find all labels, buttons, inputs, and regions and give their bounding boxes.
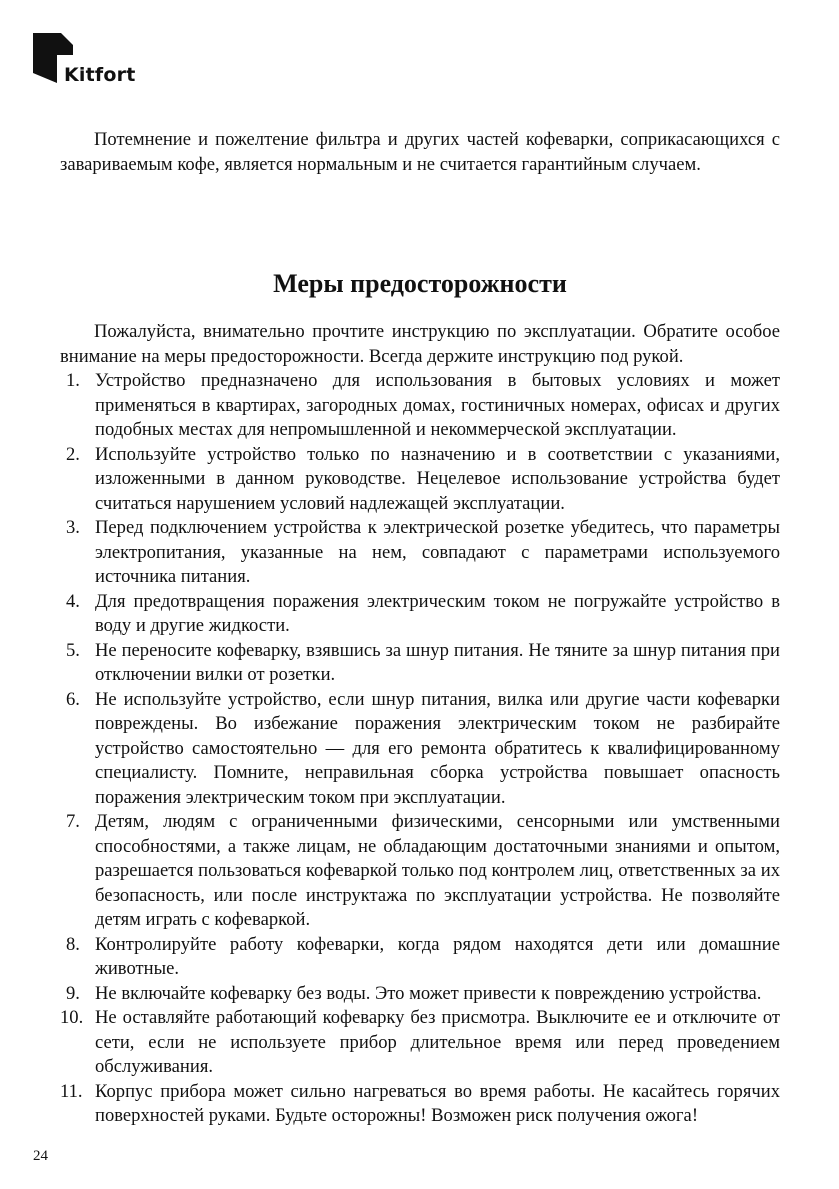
list-item xyxy=(60,982,780,1007)
kitfort-logo xyxy=(33,33,143,89)
lead-paragraph: Пожалуйста, внимательно прочтите инструкцию по эксплуатации. Обратите особое внимание на меры предосторожности. Всегда держите инструкцию под рукой. xyxy=(60,321,780,367)
list-item xyxy=(60,516,780,590)
item-number: 7. xyxy=(66,811,80,832)
item-number: 10. xyxy=(60,1007,84,1028)
item-number: 2. xyxy=(66,443,80,465)
item-text: Используйте устройство только по назначению и в соответствии с указаниями, изложенными в данном руководстве. Нецелевое использование устройства будет считаться нарушением условий надлежащей эксплуатации. xyxy=(95,443,780,514)
list-item xyxy=(60,443,780,517)
brand-name: Kitfort xyxy=(64,64,136,86)
list-item xyxy=(60,1006,780,1080)
section-title: Меры предосторожности xyxy=(273,269,567,298)
item-text: Не оставляйте работающий кофеварку без присмотра. Выключите ее и отключите от сети, если не используете прибор длительное время или перед проведением обслуживания. xyxy=(95,1007,780,1077)
list-item xyxy=(60,933,780,982)
page-number: 24 xyxy=(33,1148,48,1164)
item-text: Устройство предназначено для использования в бытовых условиях и может применяться в квартирах, загородных домах, гостиничных номерах, офисах и других подобных местах для непромышленной и некоммерческой эксплуатации. xyxy=(95,370,780,440)
item-text: Не включайте кофеварку без воды. Это может привести к повреждению устройства. xyxy=(95,982,762,1004)
list-item xyxy=(60,639,780,688)
list-item xyxy=(60,688,780,811)
item-text: Для предотвращения поражения электрическим током не погружайте устройство в воду и другие жидкости. xyxy=(95,590,780,636)
item-number: 1. xyxy=(66,370,80,391)
item-text: Детям, людям с ограниченными физическими, сенсорными или умственными способностями, а также лицам, не обладающим достаточными знаниями и опытом, разрешается пользоваться кофеваркой только под контролем лиц, ответственных за их безопасность, или после инструктажа по эксплуатации устройства. Не позволяйте детям играть с кофеваркой. xyxy=(95,811,780,930)
item-number: 3. xyxy=(66,517,80,538)
item-number: 6. xyxy=(66,688,80,710)
item-number: 8. xyxy=(66,933,80,955)
list-item xyxy=(60,810,780,933)
list-item xyxy=(60,590,780,639)
item-text: Корпус прибора может сильно нагреваться во время работы. Не касайтесь горячих поверхностей руками. Будьте осторожны! Возможен риск получения ожога! xyxy=(95,1080,780,1126)
precautions-list xyxy=(60,369,780,1129)
intro-paragraph: Потемнение и пожелтение фильтра и других частей кофеварки, соприкасающихся с завариваемым кофе, является нормальным и не считается гарантийным случаем. xyxy=(60,129,780,175)
item-text: Перед подключением устройства к электрической розетке убедитесь, что параметры электропитания, указанные на нем, совпадают с параметрами используемого источника питания. xyxy=(95,517,780,587)
list-item xyxy=(60,369,780,443)
item-text: Не переносите кофеварку, взявшись за шнур питания. Не тяните за шнур питания при отключении вилки от розетки. xyxy=(95,639,780,685)
item-text: Не используйте устройство, если шнур питания, вилка или другие части кофеварки повреждены. Во избежание поражения электрическим током не разбирайте устройство самостоятельно — для его ремонта обратитесь к квалифицированному специалисту. Помните, неправильная сборка устройства повышает опасность поражения электрическим током при эксплуатации. xyxy=(95,688,780,808)
item-number: 5. xyxy=(66,639,80,661)
list-item xyxy=(60,1080,780,1129)
item-text: Контролируйте работу кофеварки, когда рядом находятся дети или домашние животные. xyxy=(95,933,780,979)
item-number: 4. xyxy=(66,590,80,612)
item-number: 9. xyxy=(66,982,80,1004)
item-number: 11. xyxy=(60,1080,83,1102)
